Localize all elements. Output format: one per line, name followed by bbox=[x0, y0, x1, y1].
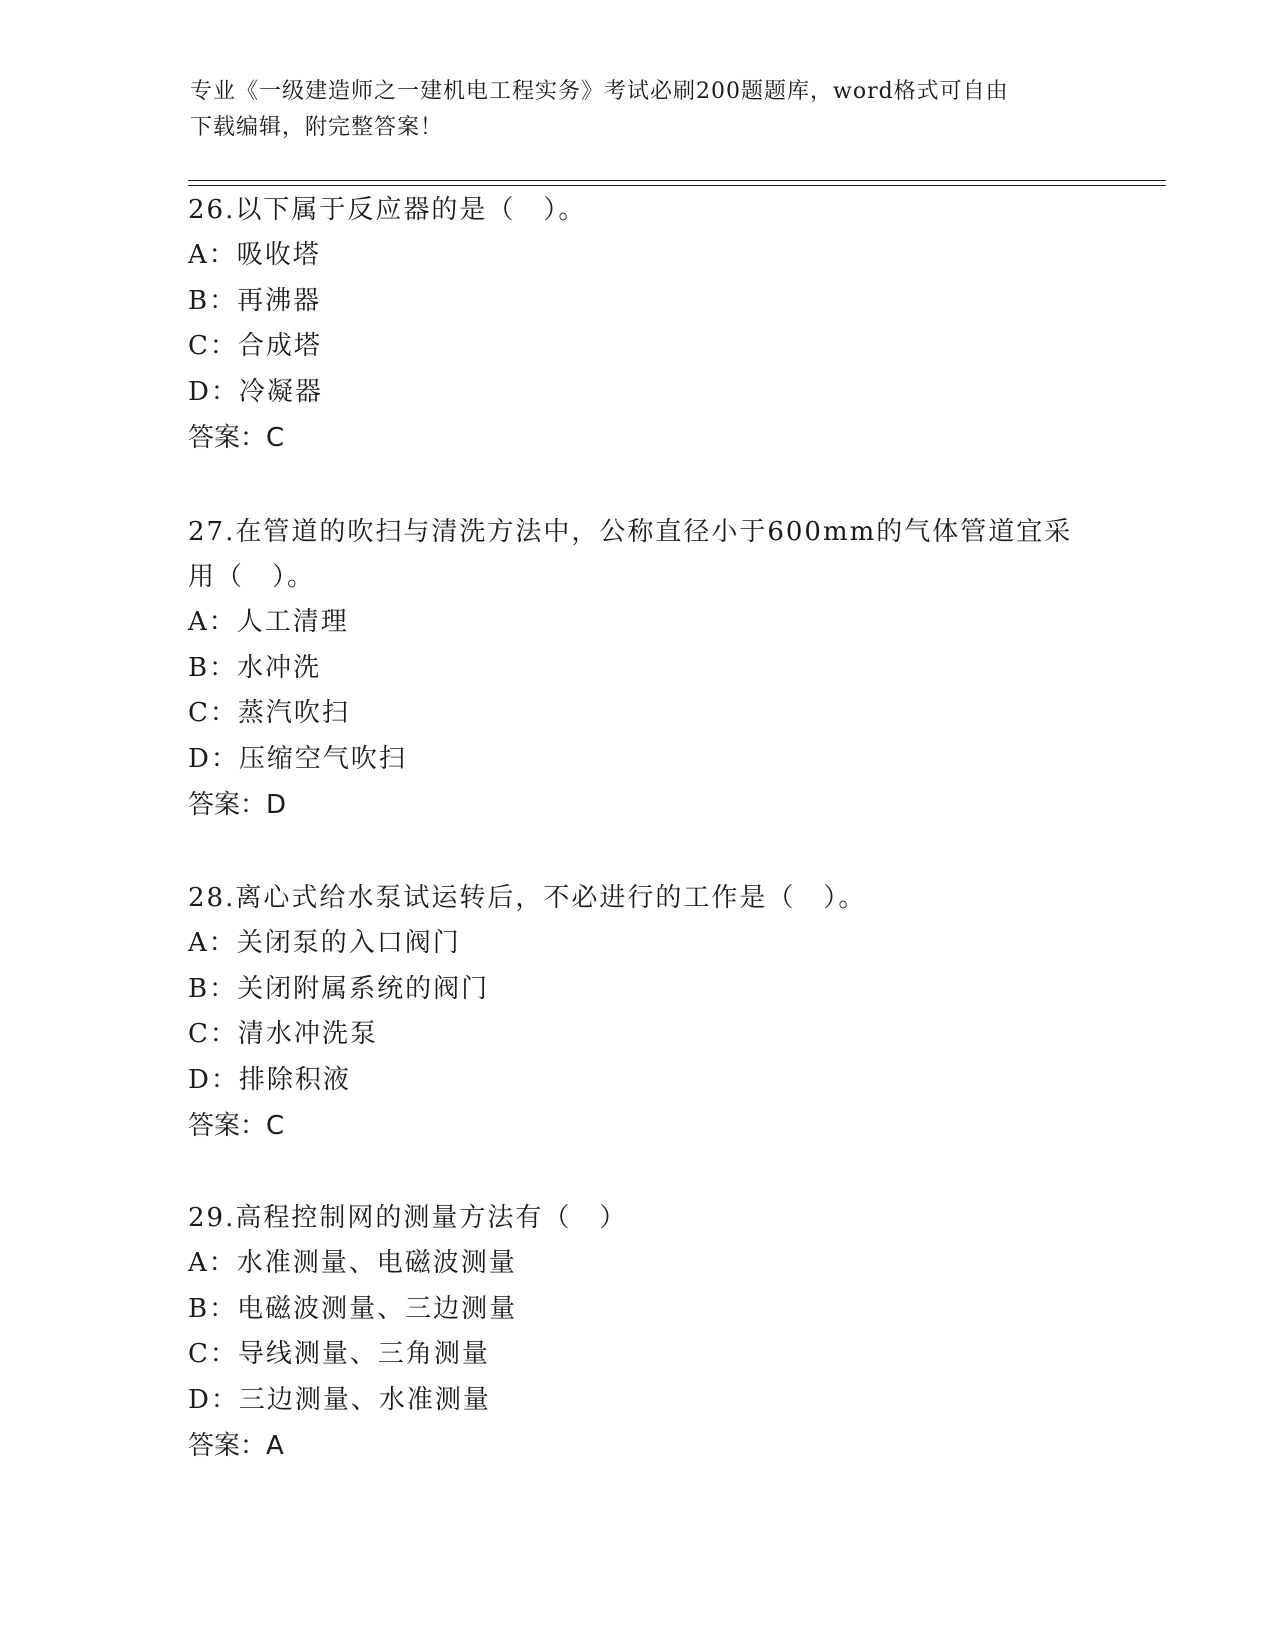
question-27 bbox=[188, 510, 1088, 828]
option-c: C：蒸汽吹扫 bbox=[188, 698, 350, 729]
option-a: A：人工清理 bbox=[188, 607, 349, 637]
question-stem: 28.离心式给水泵试运转后，不必进行的工作是（ ）。 bbox=[188, 883, 867, 913]
question-26 bbox=[188, 188, 1088, 461]
option-b: B：关闭附属系统的阀门 bbox=[188, 973, 490, 1004]
option-d: D：压缩空气吹扫 bbox=[188, 743, 407, 774]
option-a: A：水准测量、电磁波测量 bbox=[188, 1248, 517, 1278]
answer: 答案：C bbox=[188, 423, 285, 454]
question-29 bbox=[188, 1196, 1088, 1469]
header-divider-top bbox=[188, 180, 1166, 181]
option-b: B：再沸器 bbox=[188, 285, 322, 316]
option-a: A：吸收塔 bbox=[188, 240, 321, 270]
option-c: C：清水冲洗泵 bbox=[188, 1019, 378, 1050]
option-d: D：冷凝器 bbox=[188, 376, 323, 407]
option-c: C：合成塔 bbox=[188, 331, 322, 362]
header-line-2: 下载编辑，附完整答案！ bbox=[190, 115, 444, 140]
answer: 答案：D bbox=[188, 790, 287, 821]
option-d: D：三边测量、水准测量 bbox=[188, 1384, 491, 1415]
header-divider-bottom bbox=[188, 185, 1166, 186]
answer: 答案：C bbox=[188, 1111, 285, 1142]
option-b: B：电磁波测量、三边测量 bbox=[188, 1293, 518, 1324]
question-stem: 27.在管道的吹扫与清洗方法中，公称直径小于600mm的气体管道宜采 bbox=[188, 517, 1073, 547]
option-b: B：水冲洗 bbox=[188, 652, 322, 683]
document-header bbox=[190, 74, 1090, 146]
answer: 答案：A bbox=[188, 1431, 284, 1462]
option-d: D：排除积液 bbox=[188, 1064, 351, 1095]
header-line-1: 专业《一级建造师之一建机电工程实务》考试必刷200题题库，word格式可自由 bbox=[190, 79, 1009, 104]
question-stem-continued: 用（ ）。 bbox=[188, 562, 316, 592]
option-a: A：关闭泵的入口阀门 bbox=[188, 928, 461, 958]
option-c: C：导线测量、三角测量 bbox=[188, 1339, 490, 1370]
question-stem: 29.高程控制网的测量方法有（ ） bbox=[188, 1203, 628, 1233]
question-stem: 26.以下属于反应器的是（ ）。 bbox=[188, 195, 587, 225]
question-28 bbox=[188, 876, 1088, 1149]
